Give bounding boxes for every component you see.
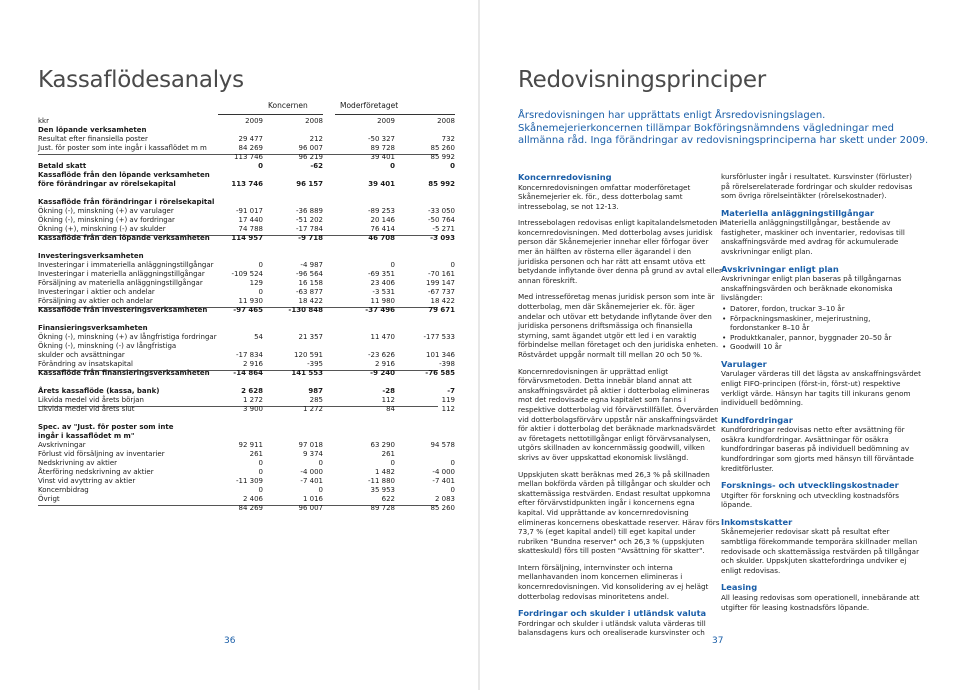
table-row — [38, 180, 455, 190]
cell-value: 92 911 — [238, 441, 263, 449]
cell-value: 18 422 — [430, 297, 455, 305]
section-heading: Materiella anläggningstillgångar — [721, 207, 875, 218]
cell-value: 84 — [386, 405, 395, 413]
row-label: Försäljning av aktier och andelar — [38, 297, 153, 305]
cell-value: 0 — [258, 486, 263, 494]
row-label: skulder och avsättningar — [38, 351, 125, 359]
cell-value: 89 728 — [370, 504, 395, 512]
paragraph: Avskrivningar enligt plan baseras på tillgångarnas anskaffningsvärden och beräknade ekonomiska livslängder: — [721, 274, 902, 303]
row-label: Kassaflöde från den löpande verksamheten — [38, 234, 210, 242]
page-number: 37 — [712, 636, 724, 646]
cell-value: 0 — [390, 162, 395, 170]
row-label: Den löpande verksamheten — [38, 126, 147, 134]
section-heading: Forsknings- och utvecklingskostnader — [721, 480, 899, 491]
cell-value: 112 — [441, 405, 455, 413]
cell-value: -7 401 — [432, 477, 455, 485]
cell-value: 261 — [249, 450, 263, 458]
row-label: Koncernbidrag — [38, 486, 89, 494]
cell-value: 2009 — [245, 117, 263, 125]
group-header-koncernen: Koncernen — [268, 101, 308, 110]
cell-value: -7 401 — [300, 477, 323, 485]
cell-value: 1 272 — [302, 405, 323, 413]
intro-paragraph: Årsredovisningen har upprättats enligt Årsredovisningslagen. Skånemejerierkoncernen tillämpar Bokföringsnämndens vägledningar med allmänna råd. Inga förändringar av redovisningsprinciperna har skett under 2009. — [518, 110, 929, 146]
cell-value: -4 000 — [432, 468, 455, 476]
row-label: Övrigt — [38, 495, 60, 503]
page-title: Redovisningsprinciper — [518, 67, 766, 93]
cell-value: -76 585 — [425, 369, 455, 377]
cell-value: -4 000 — [300, 468, 323, 476]
cell-value: 0 — [318, 459, 323, 467]
row-label: Ökning (-), minskning (+) av långfristiga fordringar — [38, 333, 217, 341]
row-label: Ökning (+), minskning (-) av skulder — [38, 225, 166, 233]
text-column-right — [721, 172, 921, 619]
cell-value: 35 953 — [370, 486, 395, 494]
cell-value: 39 401 — [370, 153, 395, 161]
paragraph: Koncernredovisningen omfattar moderföretaget Skånemejerier ek. för., dess dotterbolag samt intressebolag, se not 12-13. — [518, 182, 691, 211]
cell-value: -50 327 — [367, 135, 395, 143]
row-label: Kassaflöde från förändringar i rörelsekapital — [38, 198, 215, 206]
cell-value: 0 — [258, 468, 263, 476]
table-row — [38, 486, 455, 496]
table-row — [38, 153, 455, 163]
cell-value: 0 — [450, 261, 455, 269]
row-label: Årets kassaflöde (kassa, bank) — [38, 387, 160, 395]
list-item: • Förpackningsmaskiner, mejerirustning, fordonstanker 8–10 år — [721, 314, 921, 333]
cell-value: 84 269 — [238, 504, 263, 512]
section-heading: Kundfordringar — [721, 414, 793, 425]
cell-value: 76 414 — [370, 225, 395, 233]
cell-value: 23 406 — [370, 279, 395, 287]
cell-value: 1 016 — [302, 495, 323, 503]
row-label: kkr — [38, 117, 49, 125]
row-label: Spec. av "Just. för poster som inte — [38, 423, 174, 431]
cell-value: -5 271 — [432, 225, 455, 233]
group-header-moderforetaget: Moderföretaget — [340, 101, 399, 110]
right-page — [480, 0, 960, 690]
row-label: Investeringar i immateriella anläggningstillgångar — [38, 261, 214, 269]
row-label: Förändring av insatskapital — [38, 360, 133, 368]
cell-value: 11 980 — [370, 297, 395, 305]
depreciation-list — [721, 304, 921, 352]
text-column-left — [518, 172, 723, 645]
cell-value: 1 272 — [242, 396, 263, 404]
cell-value: 622 — [381, 495, 395, 503]
row-label: Ökning (-), minskning (+) av varulager — [38, 207, 174, 215]
page-number: 36 — [224, 636, 236, 646]
row-label: före förändringar av rörelsekapital — [38, 180, 176, 188]
section-heading: Leasing — [721, 582, 758, 593]
cell-value: -17 784 — [295, 225, 323, 233]
cell-value: 987 — [308, 387, 323, 395]
cell-value: 63 290 — [370, 441, 395, 449]
table-row — [38, 405, 455, 415]
cell-value: 96 007 — [298, 504, 323, 512]
cell-value: 85 260 — [430, 504, 455, 512]
cell-value: 94 578 — [430, 441, 455, 449]
cell-value: 96 219 — [298, 153, 323, 161]
header-rule — [218, 114, 323, 115]
paragraph: All leasing redovisas som operationell, innebärande att utgifter för leasing kostnadsförs löpande. — [721, 592, 920, 612]
cell-value: 0 — [450, 486, 455, 494]
row-label: Förlust vid försäljning av inventarier — [38, 450, 165, 458]
row-label: Investeringar i materiella anläggningstillgångar — [38, 270, 205, 278]
cell-value: 114 957 — [231, 234, 263, 242]
section-heading: Avskrivningar enligt plan — [721, 263, 839, 274]
cell-value: -23 626 — [367, 351, 395, 359]
cell-value: -62 — [310, 162, 323, 170]
table-row — [38, 234, 455, 244]
row-label: Nedskrivning av aktier — [38, 459, 118, 467]
cell-value: -11 309 — [235, 477, 263, 485]
cell-value: 0 — [258, 459, 263, 467]
paragraph: Uppskjuten skatt beräknas med 26,3 % på skillnaden mellan bokförda värden på tillgångar och skulder och skattemässiga restvärden. Endast resultat uppkomna efter förvärvstidpunkten ingår i koncernens egna kapital. Vid upprättande av koncernredovisning elimineras koncernens obeskattade reserver. Härav förs 73,7 % (eget kapital andel) till eget kapital under rubriken "Bundna reserver" och 26,3 % (uppskjuten skatteskuld) förs till posten "Avsättning för skatter". — [518, 469, 720, 556]
table-row — [38, 369, 455, 379]
cell-value: 261 — [381, 450, 395, 458]
cell-value: -28 — [382, 387, 395, 395]
cell-value: -96 564 — [295, 270, 323, 278]
cell-value: 112 — [381, 396, 395, 404]
cell-value: -97 465 — [233, 306, 263, 314]
cell-value: -398 — [439, 360, 455, 368]
row-label: Återföring nedskrivning av aktier — [38, 468, 154, 476]
cell-value: 2009 — [377, 117, 395, 125]
cell-value: -109 524 — [231, 270, 263, 278]
cell-value: -69 351 — [367, 270, 395, 278]
row-label: Likvida medel vid årets slut — [38, 405, 135, 413]
cell-value: 18 422 — [298, 297, 323, 305]
paragraph: Intern försäljning, internvinster och interna mellanhavanden inom koncernen elimineras i koncernredovisningen. Vid konsolidering av ej helägt dotterbolag redovisas minoritetens andel. — [518, 562, 709, 601]
cell-value: -9 718 — [298, 234, 323, 242]
cell-value: 29 477 — [238, 135, 263, 143]
cell-value: 113 746 — [231, 180, 263, 188]
cell-value: 0 — [258, 261, 263, 269]
cell-value: 74 788 — [238, 225, 263, 233]
cell-value: 0 — [450, 459, 455, 467]
cell-value: 120 591 — [294, 351, 323, 359]
cell-value: -67 737 — [427, 288, 455, 296]
cell-value: -9 240 — [370, 369, 395, 377]
cell-value: 96 157 — [296, 180, 323, 188]
row-label: Vinst vid avyttring av aktier — [38, 477, 136, 485]
cell-value: -130 848 — [288, 306, 323, 314]
row-label: Ökning (-), minskning (+) av fordringar — [38, 216, 175, 224]
cell-value: 2 628 — [241, 387, 263, 395]
cell-value: 285 — [309, 396, 323, 404]
row-label: Ökning (-), minskning (-) av långfristiga — [38, 342, 177, 350]
section-heading: Fordringar och skulder i utländsk valuta — [518, 608, 707, 619]
cell-value: -7 — [447, 387, 455, 395]
row-label: Försäljning av materiella anläggningstillgångar — [38, 279, 203, 287]
cell-value: 96 007 — [298, 144, 323, 152]
paragraph: kursförluster ingår i resultatet. Kursvinster (förluster) på rörelserelaterade fordringar och skulder redovisas som övriga rörelseintäkter (rörelsekostnader). — [721, 172, 913, 201]
row-label: Resultat efter finansiella poster — [38, 135, 148, 143]
cell-value: -50 764 — [427, 216, 455, 224]
cell-value: 2008 — [437, 117, 455, 125]
table-row — [38, 306, 455, 316]
row-label: Investeringar i aktier och andelar — [38, 288, 155, 296]
row-label: Avskrivningar — [38, 441, 86, 449]
page-title: Kassaflödesanalys — [38, 67, 244, 93]
cell-value: -37 496 — [365, 306, 395, 314]
cell-value: 17 440 — [238, 216, 263, 224]
cell-value: 16 158 — [298, 279, 323, 287]
cell-value: 2 083 — [434, 495, 455, 503]
cell-value: -4 987 — [300, 261, 323, 269]
cell-value: 79 671 — [428, 306, 455, 314]
cell-value: 97 018 — [298, 441, 323, 449]
cell-value: 129 — [249, 279, 263, 287]
cell-value: 2008 — [305, 117, 323, 125]
cell-value: 21 357 — [298, 333, 323, 341]
row-label: Likvida medel vid årets början — [38, 396, 144, 404]
table-row — [38, 504, 455, 514]
cell-value: -3 531 — [372, 288, 395, 296]
cell-value: 732 — [441, 135, 455, 143]
cell-value: 11 470 — [370, 333, 395, 341]
cell-value: -33 050 — [427, 207, 455, 215]
row-label: Just. för poster som inte ingår i kassaflödet m m — [38, 144, 207, 152]
cell-value: -70 161 — [427, 270, 455, 278]
list-item: • Datorer, fordon, truckar 3–10 år — [721, 304, 921, 314]
cell-value: -89 253 — [367, 207, 395, 215]
cell-value: 141 553 — [291, 369, 323, 377]
cell-value: 199 147 — [426, 279, 455, 287]
section-heading: Varulager — [721, 358, 767, 369]
cell-value: 2 916 — [242, 360, 263, 368]
left-page — [0, 0, 478, 690]
cell-value: -17 834 — [235, 351, 263, 359]
cell-value: 0 — [390, 459, 395, 467]
row-label: Betald skatt — [38, 162, 87, 170]
cell-value: -36 889 — [295, 207, 323, 215]
cell-value: -51 202 — [295, 216, 323, 224]
row-label: Kassaflöde från den löpande verksamheten — [38, 171, 210, 179]
paragraph: Intressebolagen redovisas enligt kapitalandelsmetoden i koncernredovisningen. Med dotterbolag avses juridisk person där Skånemejerier innehar eller förfogar över mer än hälften av rösterna eller ägarandel i den juridiska personen och har rätt att ensamt utöva ett betydande inflytande över denna på grund av avtal eller annan föreskrift. — [518, 218, 722, 285]
cell-value: 84 269 — [238, 144, 263, 152]
cell-value: 85 992 — [428, 180, 455, 188]
cell-value: -395 — [307, 360, 323, 368]
paragraph: Varulager värderas till det lägsta av anskaffningsvärdet enligt FIFO-principen (först-in, först-ut) respektive verkligt värde. Hänsyn har tagits till inkurans genom individuell bedömning. — [721, 369, 921, 408]
list-item: • Produktkanaler, pannor, byggnader 20–50 år — [721, 333, 921, 343]
header-rule — [335, 114, 455, 115]
paragraph: Kundfordringar redovisas netto efter avsättning för osäkra kundfordringar. Avsättningar för osäkra kundfordringar baseras på individuell bedömning av kundfordringar som gjorts med hänsyn till förväntade kreditförluster. — [721, 425, 914, 473]
cell-value: 0 — [258, 288, 263, 296]
cell-value: 1 482 — [374, 468, 395, 476]
cell-value: -11 880 — [367, 477, 395, 485]
paragraph: Koncernredovisningen är upprättad enligt förvärvsmetoden. Detta innebär bland annat att anskaffningsvärdet på aktier i dotterbolag elimineras mot det redovisade egna kapitalet som fanns i respektive dotterbolag vid förvärvstillfället. Övervärden vid dotterbolagsförvärv uppstår när anskaffningsvärdet för aktier i dotterbolag det beräknade marknadsvärdet av företagets nettotillgångar enligt förvärvsanalysen, utgörs skillnaden av koncernmässig goodwill, vilken skrivs av över uppskattad ekonomisk livslängd. — [518, 366, 719, 462]
cell-value: 2 916 — [374, 360, 395, 368]
section-heading: Koncernredovisning — [518, 172, 612, 182]
cell-value: 212 — [309, 135, 323, 143]
cell-value: 11 930 — [238, 297, 263, 305]
cell-value: 9 374 — [302, 450, 323, 458]
paragraph: Skånemejerier redovisar skatt på resultat efter sambtliga förekommande temporära skillnader mellan redovisade och skattemässiga restvärden på tillgångar och skulder. Uppskjuten skattefordringa undviker ej enligt redovisas. — [721, 527, 920, 575]
cell-value: 46 708 — [368, 234, 395, 242]
list-item: • Goodwill 10 år — [721, 342, 921, 352]
cell-value: 89 728 — [370, 144, 395, 152]
cell-value: 85 260 — [430, 144, 455, 152]
paragraph: Med intresseföretag menas juridisk person som inte är dotterbolag, men där Skånemejerier ek. för. äger andelar och utövar ett betydande inflytande över den juridiska personens driftsmässiga och finansiella styrning, samt ägandet utgör ett led i en varaktig förbindelse mellan företaget och den juridiska enheten. Röstvärdet uppgår normalt till mellan 20 och 50 %. — [518, 292, 719, 359]
row-label: Investeringsverksamheten — [38, 252, 144, 260]
cell-value: 39 401 — [368, 180, 395, 188]
table-group-headers — [38, 102, 438, 112]
cell-value: -63 877 — [295, 288, 323, 296]
row-label: ingår i kassaflödet m m" — [38, 432, 135, 440]
cell-value: -91 017 — [235, 207, 263, 215]
row-label: Finansieringsverksamheten — [38, 324, 148, 332]
paragraph: Fordringar och skulder i utländsk valuta värderas till balansdagens kurs och orealiserade kursvinster och — [518, 618, 706, 638]
cell-value: -177 533 — [423, 333, 455, 341]
paragraph: Utgifter för forskning och utveckling kostnadsförs löpande. — [721, 490, 899, 510]
section-heading: Inkomstskatter — [721, 516, 793, 527]
cell-value: 119 — [441, 396, 455, 404]
cell-value: 20 146 — [370, 216, 395, 224]
cell-value: -14 864 — [233, 369, 263, 377]
cell-value: -3 093 — [430, 234, 455, 242]
cell-value: 101 346 — [426, 351, 455, 359]
cell-value: 85 992 — [430, 153, 455, 161]
cell-value: 2 406 — [242, 495, 263, 503]
cell-value: 0 — [450, 162, 455, 170]
row-label: Kassaflöde från finansieringsverksamheten — [38, 369, 210, 377]
cell-value: 0 — [258, 162, 263, 170]
cell-value: 54 — [254, 333, 263, 341]
cell-value: 3 900 — [242, 405, 263, 413]
paragraph: Materiella anläggningstillgångar, bestående av fastigheter, maskiner och inventarier, redovisas till anskaffningsvärde med avdrag för ackumulerade avskrivningar enligt plan. — [721, 218, 905, 257]
cell-value: 0 — [390, 261, 395, 269]
cell-value: 0 — [318, 486, 323, 494]
row-label: Kassaflöde från investeringsverksamheten — [38, 306, 208, 314]
cell-value: 113 746 — [234, 153, 263, 161]
